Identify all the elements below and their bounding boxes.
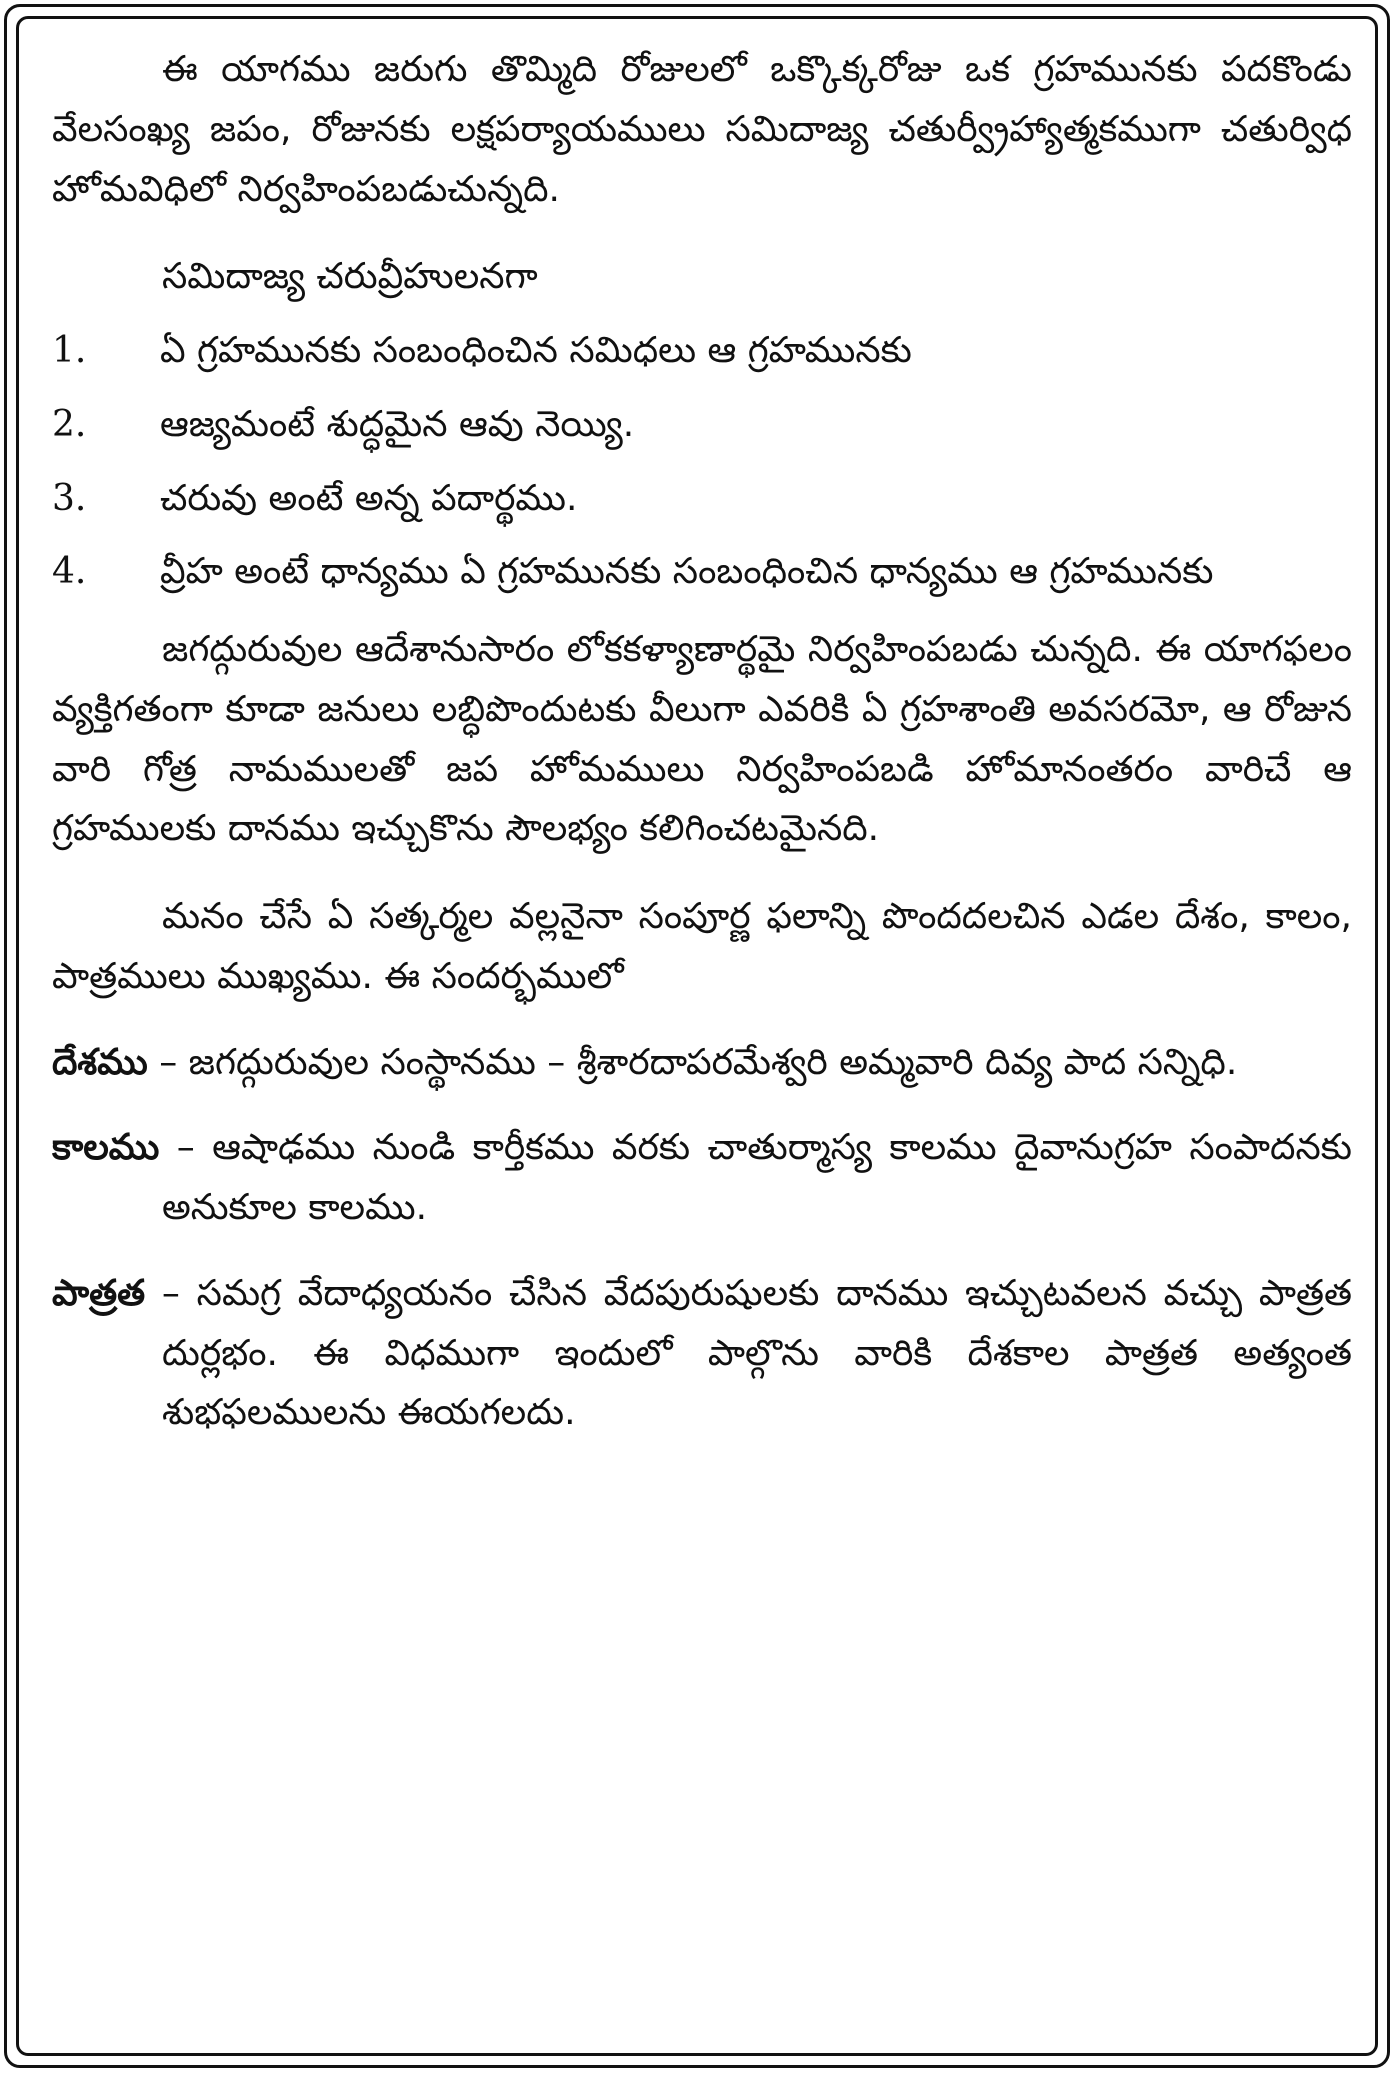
manam-paragraph: మనం చేసే ఏ సత్కర్మల వల్లనైనా సంపూర్ణ ఫలాన్ని పొందదలచిన ఎడల దేశం, కాలం, పాత్రములు ముఖ్యము. ఈ సందర్భములో: [52, 896, 1352, 997]
list-item-number: 4.: [52, 551, 87, 593]
document-body: [52, 40, 1352, 1443]
list-item-text: ఆజ్యమంటే శుద్ధమైన ఆవు నెయ్యి.: [160, 403, 635, 445]
list-item-number: 2.: [52, 403, 87, 445]
list-item: [52, 395, 1352, 455]
list-item-number: 3.: [52, 477, 87, 519]
intro-paragraph: ఈ యాగము జరుగు తొమ్మిది రోజులలో ఒక్కొక్కరోజు ఒక గ్రహమునకు పదకొండు వేలసంఖ్య జపం, రోజునకు లక్షపర్యాయములు సమిదాజ్య చతుర్వ్రీహ్యాత్మకముగా చతుర్విధ హోమవిధిలో నిర్వహింపబడుచున్నది.: [52, 49, 1352, 210]
definition-term: పాత్రత: [52, 1272, 146, 1314]
definition-term: దేశము: [52, 1041, 148, 1083]
list-item: [52, 542, 1352, 602]
list-item-text: వ్రీహ అంటే ధాన్యము ఏ గ్రహమునకు సంబంధించిన ధాన్యము ఆ గ్రహమునకు: [160, 551, 1214, 593]
definition-term: కాలము: [52, 1127, 160, 1169]
list-item: [52, 469, 1352, 529]
list-item: [52, 321, 1352, 381]
list-item-text: ఏ గ్రహమునకు సంబంధించిన సమిధలు ఆ గ్రహమునకు: [160, 330, 912, 371]
numbered-list: [52, 321, 1352, 602]
definition-text: – సమగ్ర వేదాధ్యయనం చేసిన వేదపురుషులకు దానము ఇచ్చుటవలన వచ్చు పాత్రత దుర్లభం. ఈ విధముగా ఇందులో పాల్గొను వారికి దేశకాల పాత్రత అత్యంత శుభఫలములను ఈయగలదు.: [145, 1272, 1352, 1434]
adesam-paragraph: జగద్గురువుల ఆదేశానుసారం లోకకళ్యాణార్థమై నిర్వహింపబడు చున్నది. ఈ యాగఫలం వ్యక్తిగతంగా కూడా జనులు లబ్ధిపొందుటకు వీలుగా ఎవరికి ఏ గ్రహశాంతి అవసరమో, ఆ రోజున వారి గోత్ర నామములతో జప హోమములు నిర్వహింపబడి హోమానంతరం వారిచే ఆ గ్రహములకు దానము ఇచ్చుకొను సౌలభ్యం కలిగించటమైనది.: [52, 629, 1352, 850]
list-item-text: చరువు అంటే అన్న పదార్థము.: [160, 477, 578, 519]
list-item-number: 1.: [52, 330, 87, 371]
definition-patrata: [52, 1264, 1352, 1443]
definition-desamu: [52, 1033, 1352, 1093]
section-heading: సమిదాజ్య చరువ్రీహులనగా: [162, 256, 538, 298]
definition-text: – జగద్గురువుల సంస్థానము – శ్రీశారదాపరమేశ్వరి అమ్మవారి దివ్య పాద సన్నిధి.: [147, 1041, 1238, 1083]
definition-kalamu: [52, 1118, 1352, 1238]
definition-text: – ఆషాఢము నుండి కార్తీకము వరకు చాతుర్మాస్య కాలము దైవానుగ్రహ సంపాదనకు అనుకూల కాలము.: [159, 1127, 1352, 1228]
